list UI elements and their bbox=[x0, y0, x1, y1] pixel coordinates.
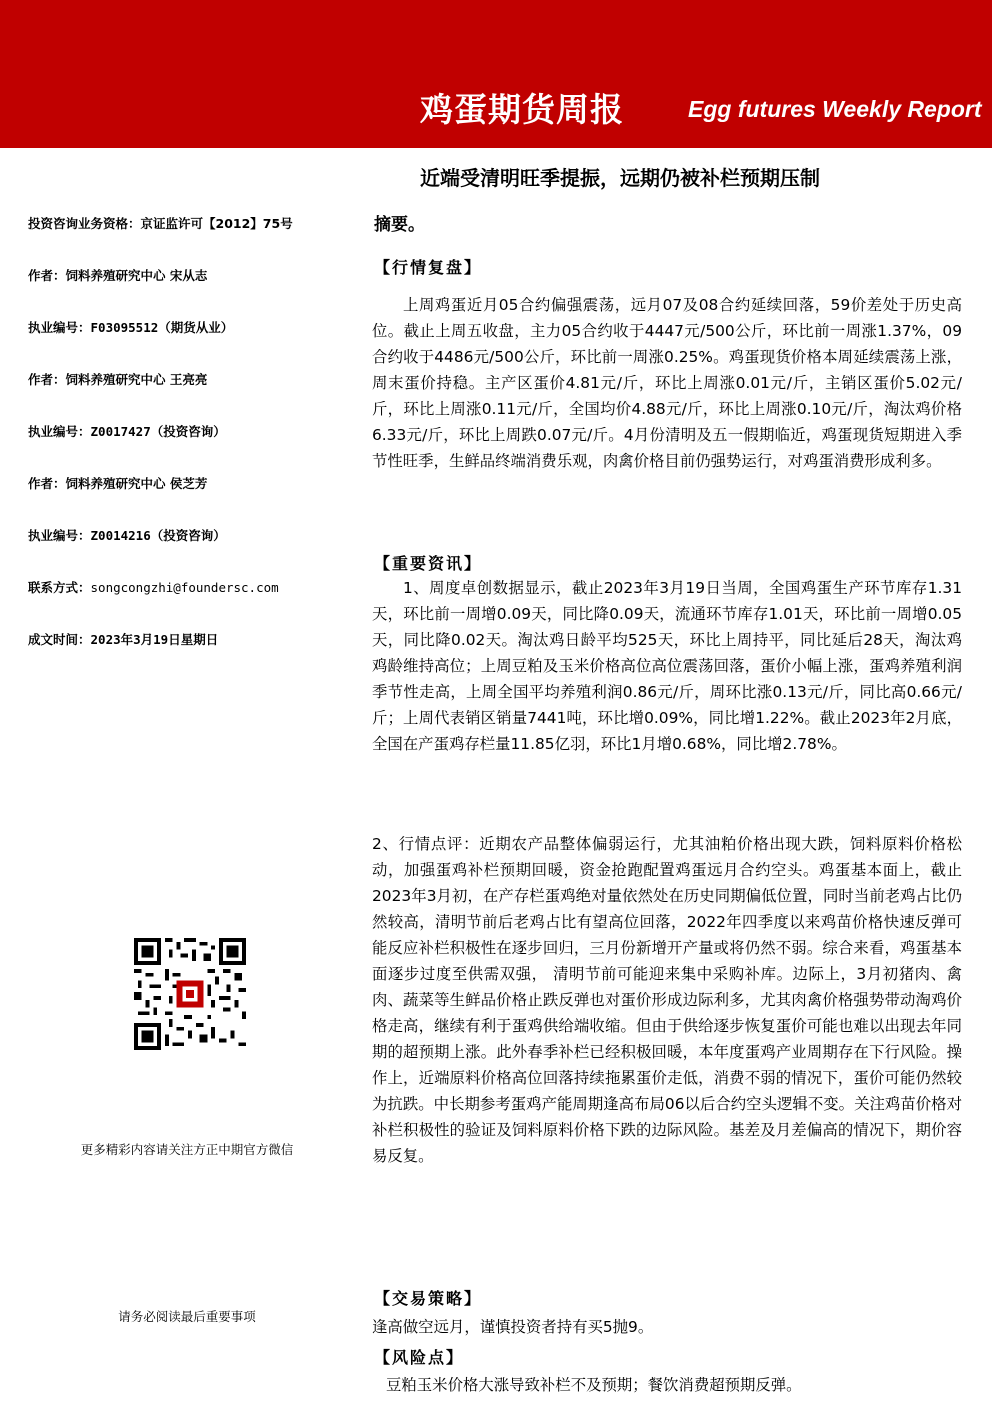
qr-caption: 更多精彩内容请关注方正中期官方微信 bbox=[80, 1142, 294, 1157]
market-review-paragraph: 上周鸡蛋近月05合约偏强震荡，远月07及08合约延续回落，59价差处于历史高位。截止上周五收盘，主力05合约收于4447元/500公斤，环比前一周涨1.37%，09合约收于4486元/500公斤，环比前一周涨0.25%。鸡蛋现货价格本周延续震荡上涨，周末蛋价持稳。主产区蛋价4.81元/斤，环比上周涨0.01元/斤，主销区蛋价5.02元/斤，环比上周涨0.11元/斤，全国均价4.88元/斤，环比上周涨0.10元/斤，淘汰鸡价格6.33元/斤，环比上周跌0.07元/斤。4月份清明及五一假期临近，鸡蛋现货短期进入季节性旺季，生鲜品终端消费乐观，肉禽价格目前仍强势运行，对鸡蛋消费形成利多。 bbox=[372, 296, 962, 470]
date-value: 2023年3月19日星期日 bbox=[90, 632, 219, 647]
license-line-3 bbox=[28, 526, 226, 544]
author-line-3 bbox=[28, 474, 207, 492]
report-title-text: 近端受清明旺季提振，远期仍被补栏预期压制 bbox=[420, 166, 820, 190]
header-banner bbox=[0, 0, 992, 148]
license-line-2 bbox=[28, 422, 226, 440]
banner-title-cn: 鸡蛋期货周报 bbox=[420, 90, 624, 129]
news-paragraph-2: 2、行情点评：近期农产品整体偏弱运行，尤其油粕价格出现大跌，饲料原料价格松动，加强蛋鸡补栏预期回暖，资金抢跑配置鸡蛋远月合约空头。鸡蛋基本面上，截止2023年3月初，在产存栏蛋鸡绝对量依然处在历史同期偏低位置，同时当前老鸡占比仍然较高，清明节前后老鸡占比有望高位回落，2022年四季度以来鸡苗价格快速反弹可能反应补栏积极性在逐步回归，三月份新增开产量或将仍然不弱。综合来看，鸡蛋基本面逐步过度至供需双强， 清明节前可能迎来集中采购补库。边际上，3月初猪肉、禽肉、蔬菜等生鲜品价格止跌反弹也对蛋价形成边际利多，尤其肉禽价格强势带动淘鸡价格走高，继续有利于蛋鸡供给端收缩。但由于供给逐步恢复蛋价可能也难以出现去年同期的超预期上涨。此外春季补栏已经积极回暖，本年度蛋鸡产业周期存在下行风险。操作上，近端原料价格高位回落持续拖累蛋价走低，消费不弱的情况下，蛋价可能仍然较为抗跌。中长期参考蛋鸡产能周期逢高布局06以后合约空头逻辑不变。关注鸡苗价格对补栏积极性的验证及饲料原料价格下跌的边际风险。基差及月差偏高的情况下，期价容易反复。 bbox=[372, 835, 962, 1165]
qualification-value: 京证监许可【2012】75号 bbox=[140, 216, 293, 231]
author-value: 饲料养殖研究中心 王亮亮 bbox=[65, 372, 208, 387]
wechat-qr-code bbox=[134, 938, 246, 1050]
date-label: 成文时间： bbox=[28, 632, 91, 647]
author-label: 作者： bbox=[28, 476, 66, 491]
license-value: Z0017427（投资咨询） bbox=[90, 424, 226, 439]
date-line bbox=[28, 630, 218, 648]
contact-line bbox=[28, 578, 279, 596]
section-heading-market: 【行情复盘】 bbox=[374, 258, 483, 277]
license-line-1 bbox=[28, 318, 233, 336]
section-heading-risk: 【风险点】 bbox=[374, 1348, 465, 1367]
strategy-paragraph: 逢高做空远月，谨慎投资者持有买5抛9。 bbox=[372, 1318, 654, 1336]
author-value: 饲料养殖研究中心 侯芝芳 bbox=[65, 476, 208, 491]
license-label: 执业编号： bbox=[28, 528, 91, 543]
license-label: 执业编号： bbox=[28, 424, 91, 439]
section-heading-strategy: 【交易策略】 bbox=[374, 1289, 483, 1308]
author-label: 作者： bbox=[28, 372, 66, 387]
license-value: Z0014216（投资咨询） bbox=[90, 528, 226, 543]
author-line-1 bbox=[28, 266, 207, 284]
section-heading-news: 【重要资讯】 bbox=[374, 554, 483, 573]
disclaimer-note: 请务必阅读最后重要事项 bbox=[118, 1309, 256, 1324]
contact-email-link[interactable]: songcongzhi@foundersc.com bbox=[90, 580, 279, 595]
license-label: 执业编号： bbox=[28, 320, 91, 335]
author-value: 饲料养殖研究中心 宋从志 bbox=[65, 268, 208, 283]
qualification-label: 投资咨询业务资格： bbox=[28, 216, 141, 231]
author-label: 作者： bbox=[28, 268, 66, 283]
license-value: F03095512（期货从业） bbox=[90, 320, 234, 335]
author-line-2 bbox=[28, 370, 207, 388]
risk-paragraph: 豆粕玉米价格大涨导致补栏不及预期；餐饮消费超预期反弹。 bbox=[386, 1376, 802, 1394]
summary-label: 摘要。 bbox=[374, 215, 425, 235]
contact-label: 联系方式： bbox=[28, 580, 91, 595]
qualification-line bbox=[28, 214, 293, 232]
banner-title-en: Egg futures Weekly Report bbox=[688, 96, 982, 122]
news-paragraph-1: 1、周度卓创数据显示，截止2023年3月19日当周，全国鸡蛋生产环节库存1.31天，环比前一周增0.09天，同比降0.09天，流通环节库存1.01天，环比前一周增0.05天，同比降0.02天。淘汰鸡日龄平均525天，环比上周持平，同比延后28天，淘汰鸡鸡龄维持高位；上周豆粕及玉米价格高位高位震荡回落，蛋价小幅上涨，蛋鸡养殖利润季节性走高，上周全国平均养殖利润0.86元/斤，周环比涨0.13元/斤，同比高0.66元/斤；上周代表销区销量7441吨，环比增0.09%，同比增1.22%。截止2023年2月底，全国在产蛋鸡存栏量11.85亿羽，环比1月增0.68%，同比增2.78%。 bbox=[372, 579, 962, 753]
report-title bbox=[0, 162, 992, 191]
